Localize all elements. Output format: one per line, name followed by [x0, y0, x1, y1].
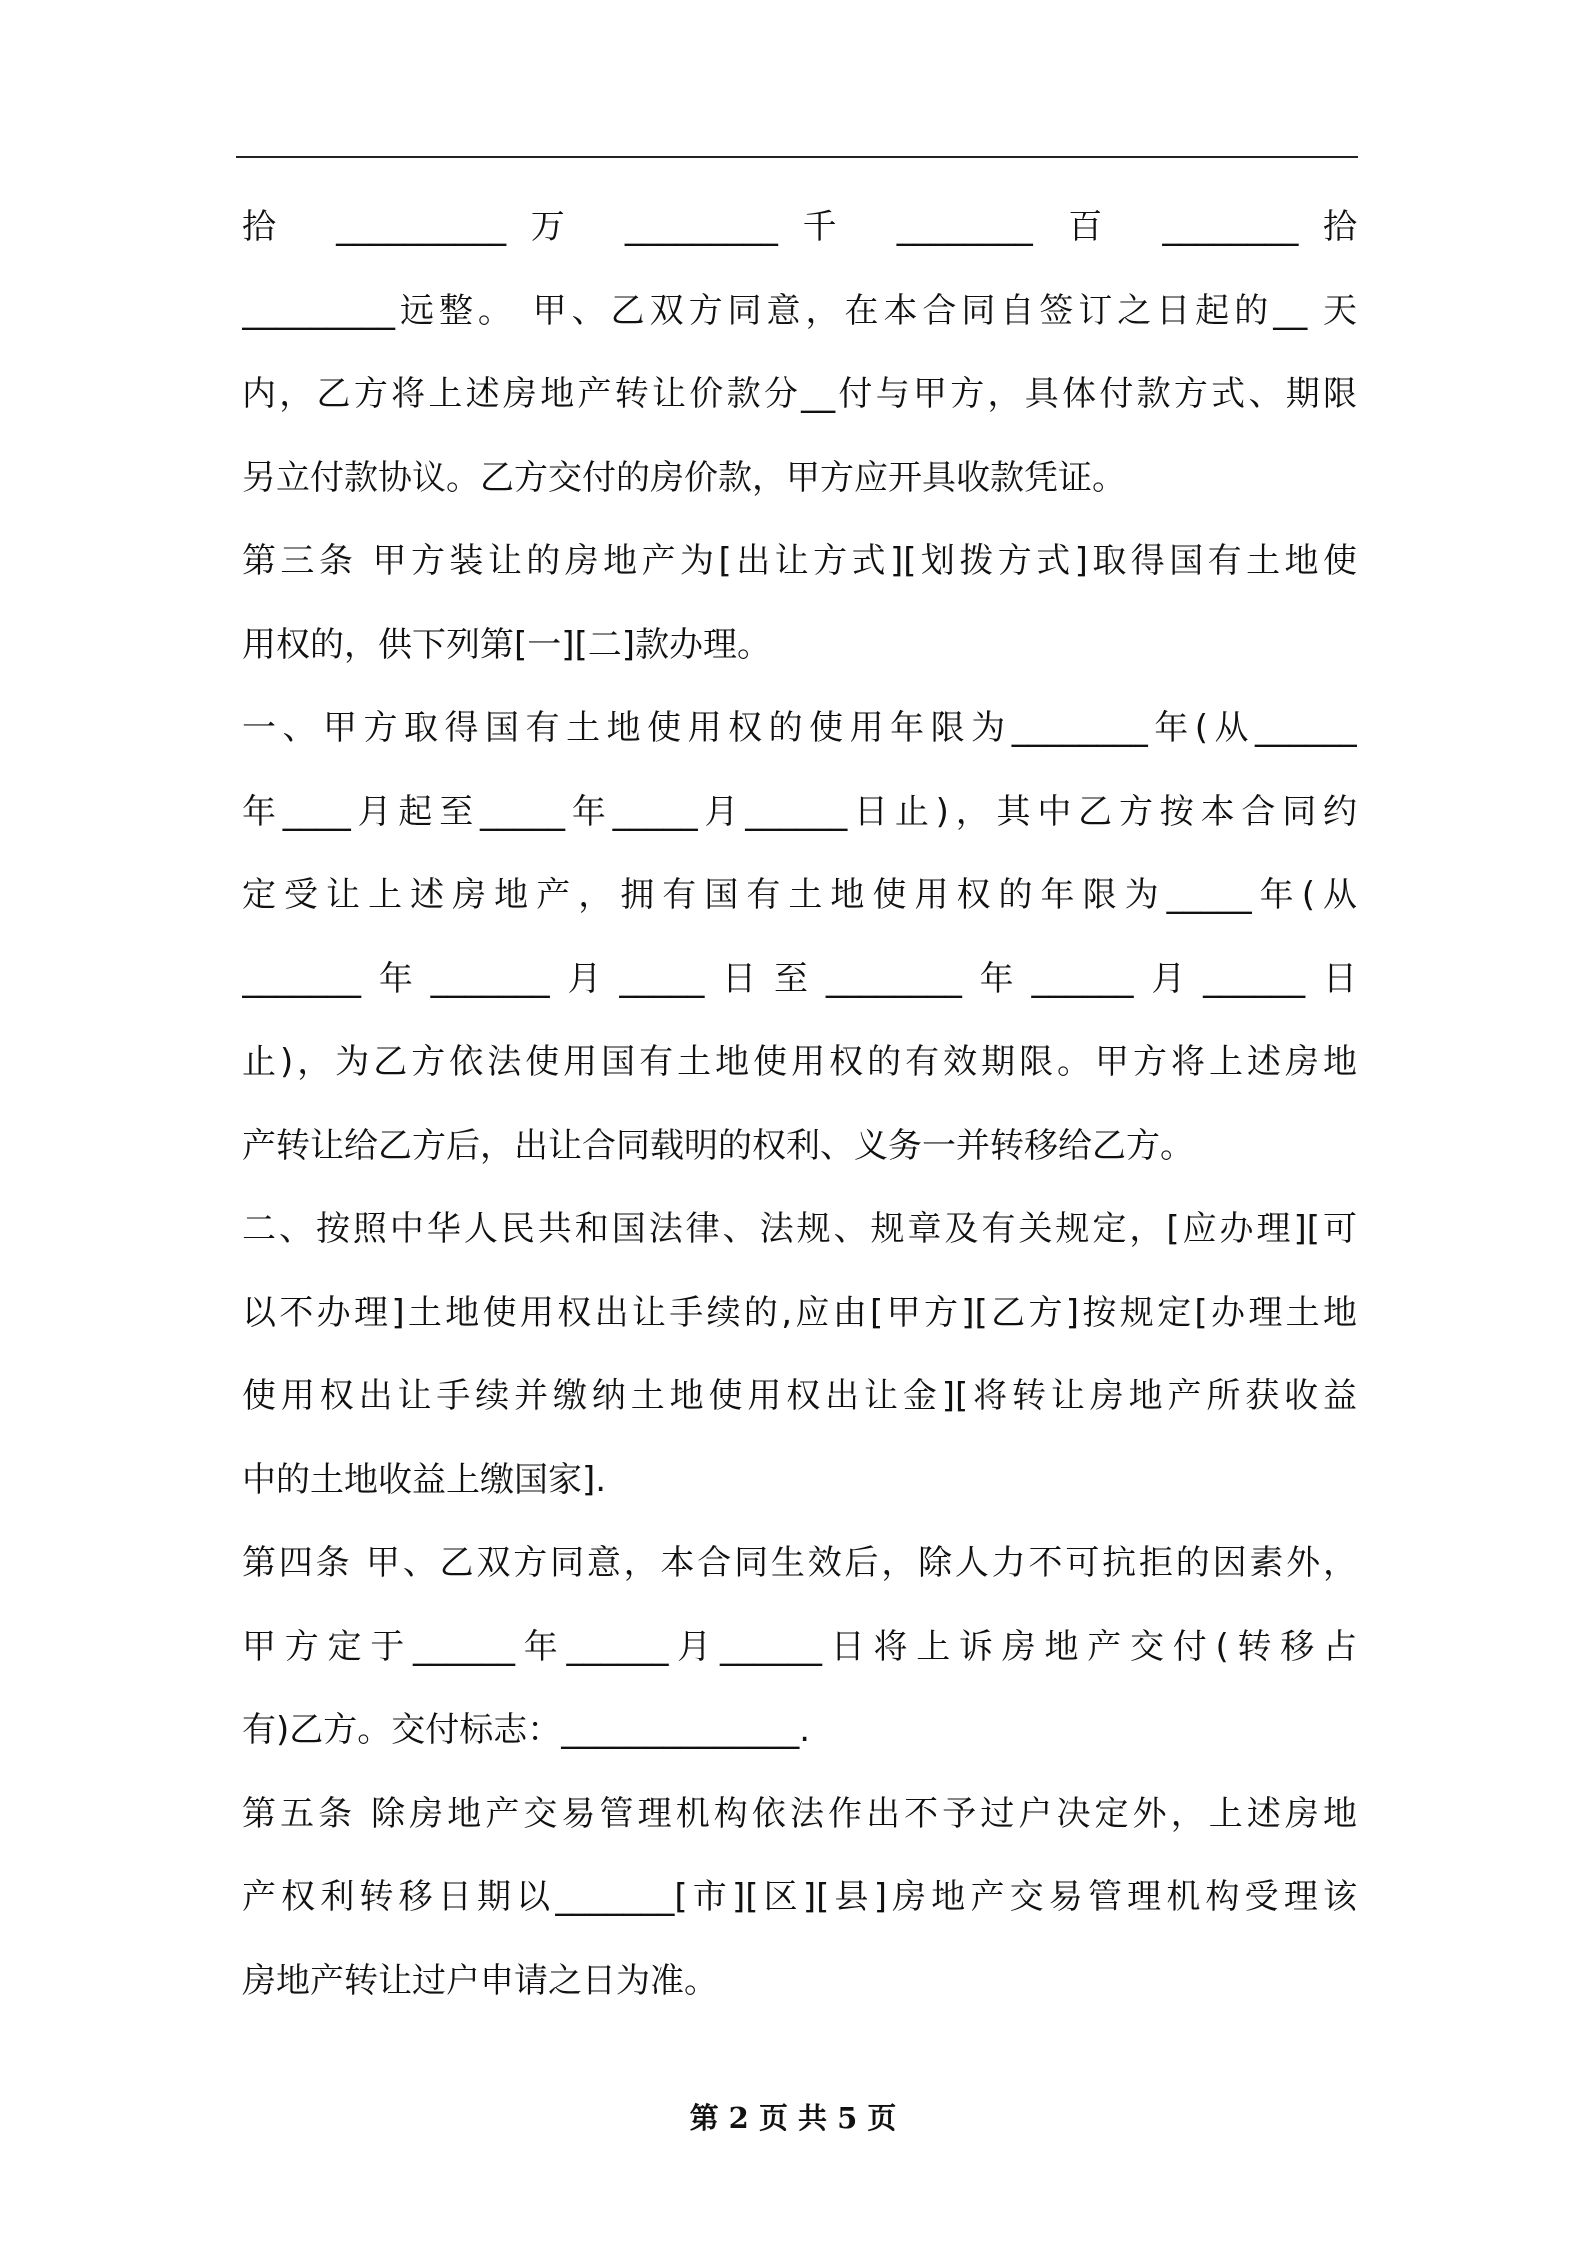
text-line: 产转让给乙方后，出让合同载明的权利、义务一并转移给乙方。 [242, 1125, 1194, 1166]
text-line: 有)乙方。交付标志：______________. [242, 1710, 811, 1750]
text-line: 用权的，供下列第[一][二]款办理。 [242, 624, 772, 665]
text-line: 年____月起至_____年_____月______日止)，其中乙方按本合同约 [242, 791, 1357, 832]
text-line: 中的土地收益上缴国家]. [242, 1459, 607, 1500]
clause-two-line: 二、按照中华人民共和国法律、法规、规章及有关规定，[应办理][可 [242, 1209, 1357, 1249]
text-line: 定受让上述房地产，拥有国有土地使用权的年限为_____年(从 [242, 875, 1357, 915]
text-line: 拾 __________万 _________千 ________ 百 ________拾 [242, 207, 1357, 247]
text-line: _______年_______月_____日至________年______月______日 [242, 958, 1357, 999]
text-line: 甲方定于______年______月______日将上诉房地产交付(转移占 [242, 1626, 1357, 1667]
page-number: 第 2 页 共 5 页 [689, 2101, 897, 2135]
clause-one-line: 一、甲方取得国有土地使用权的使用年限为________年(从______ [242, 708, 1357, 748]
header-rule [236, 156, 1358, 158]
article-four-line: 第四条 甲、乙双方同意，本合同生效后，除人力不可抗拒的因素外， [242, 1543, 1357, 1583]
text-line: 房地产转让过户申请之日为准。 [242, 1960, 718, 2001]
text-line: 另立付款协议。乙方交付的房价款，甲方应开具收款凭证。 [242, 457, 1126, 498]
article-three-line: 第三条 甲方装让的房地产为[出让方式][划拨方式]取得国有土地使 [242, 541, 1357, 581]
text-line: 内，乙方将上述房地产转让价款分__付与甲方，具体付款方式、期限 [242, 374, 1357, 414]
article-five-line: 第五条 除房地产交易管理机构依法作出不予过户决定外，上述房地 [242, 1793, 1357, 1834]
document-body [242, 186, 1357, 2023]
text-line: 使用权出让手续并缴纳土地使用权出让金][将转让房地产所获收益 [242, 1376, 1357, 1416]
text-line: 以不办理]土地使用权出让手续的,应由[甲方][乙方]按规定[办理土地 [242, 1292, 1357, 1333]
text-line: _________远整。 甲、乙双方同意，在本合同自签订之日起的__ 天 [242, 290, 1357, 331]
text-line: 产权利转移日期以_______[市][区][县]房地产交易管理机构受理该 [242, 1877, 1357, 1917]
text-line: 止)，为乙方依法使用国有土地使用权的有效期限。甲方将上述房地 [242, 1042, 1357, 1082]
